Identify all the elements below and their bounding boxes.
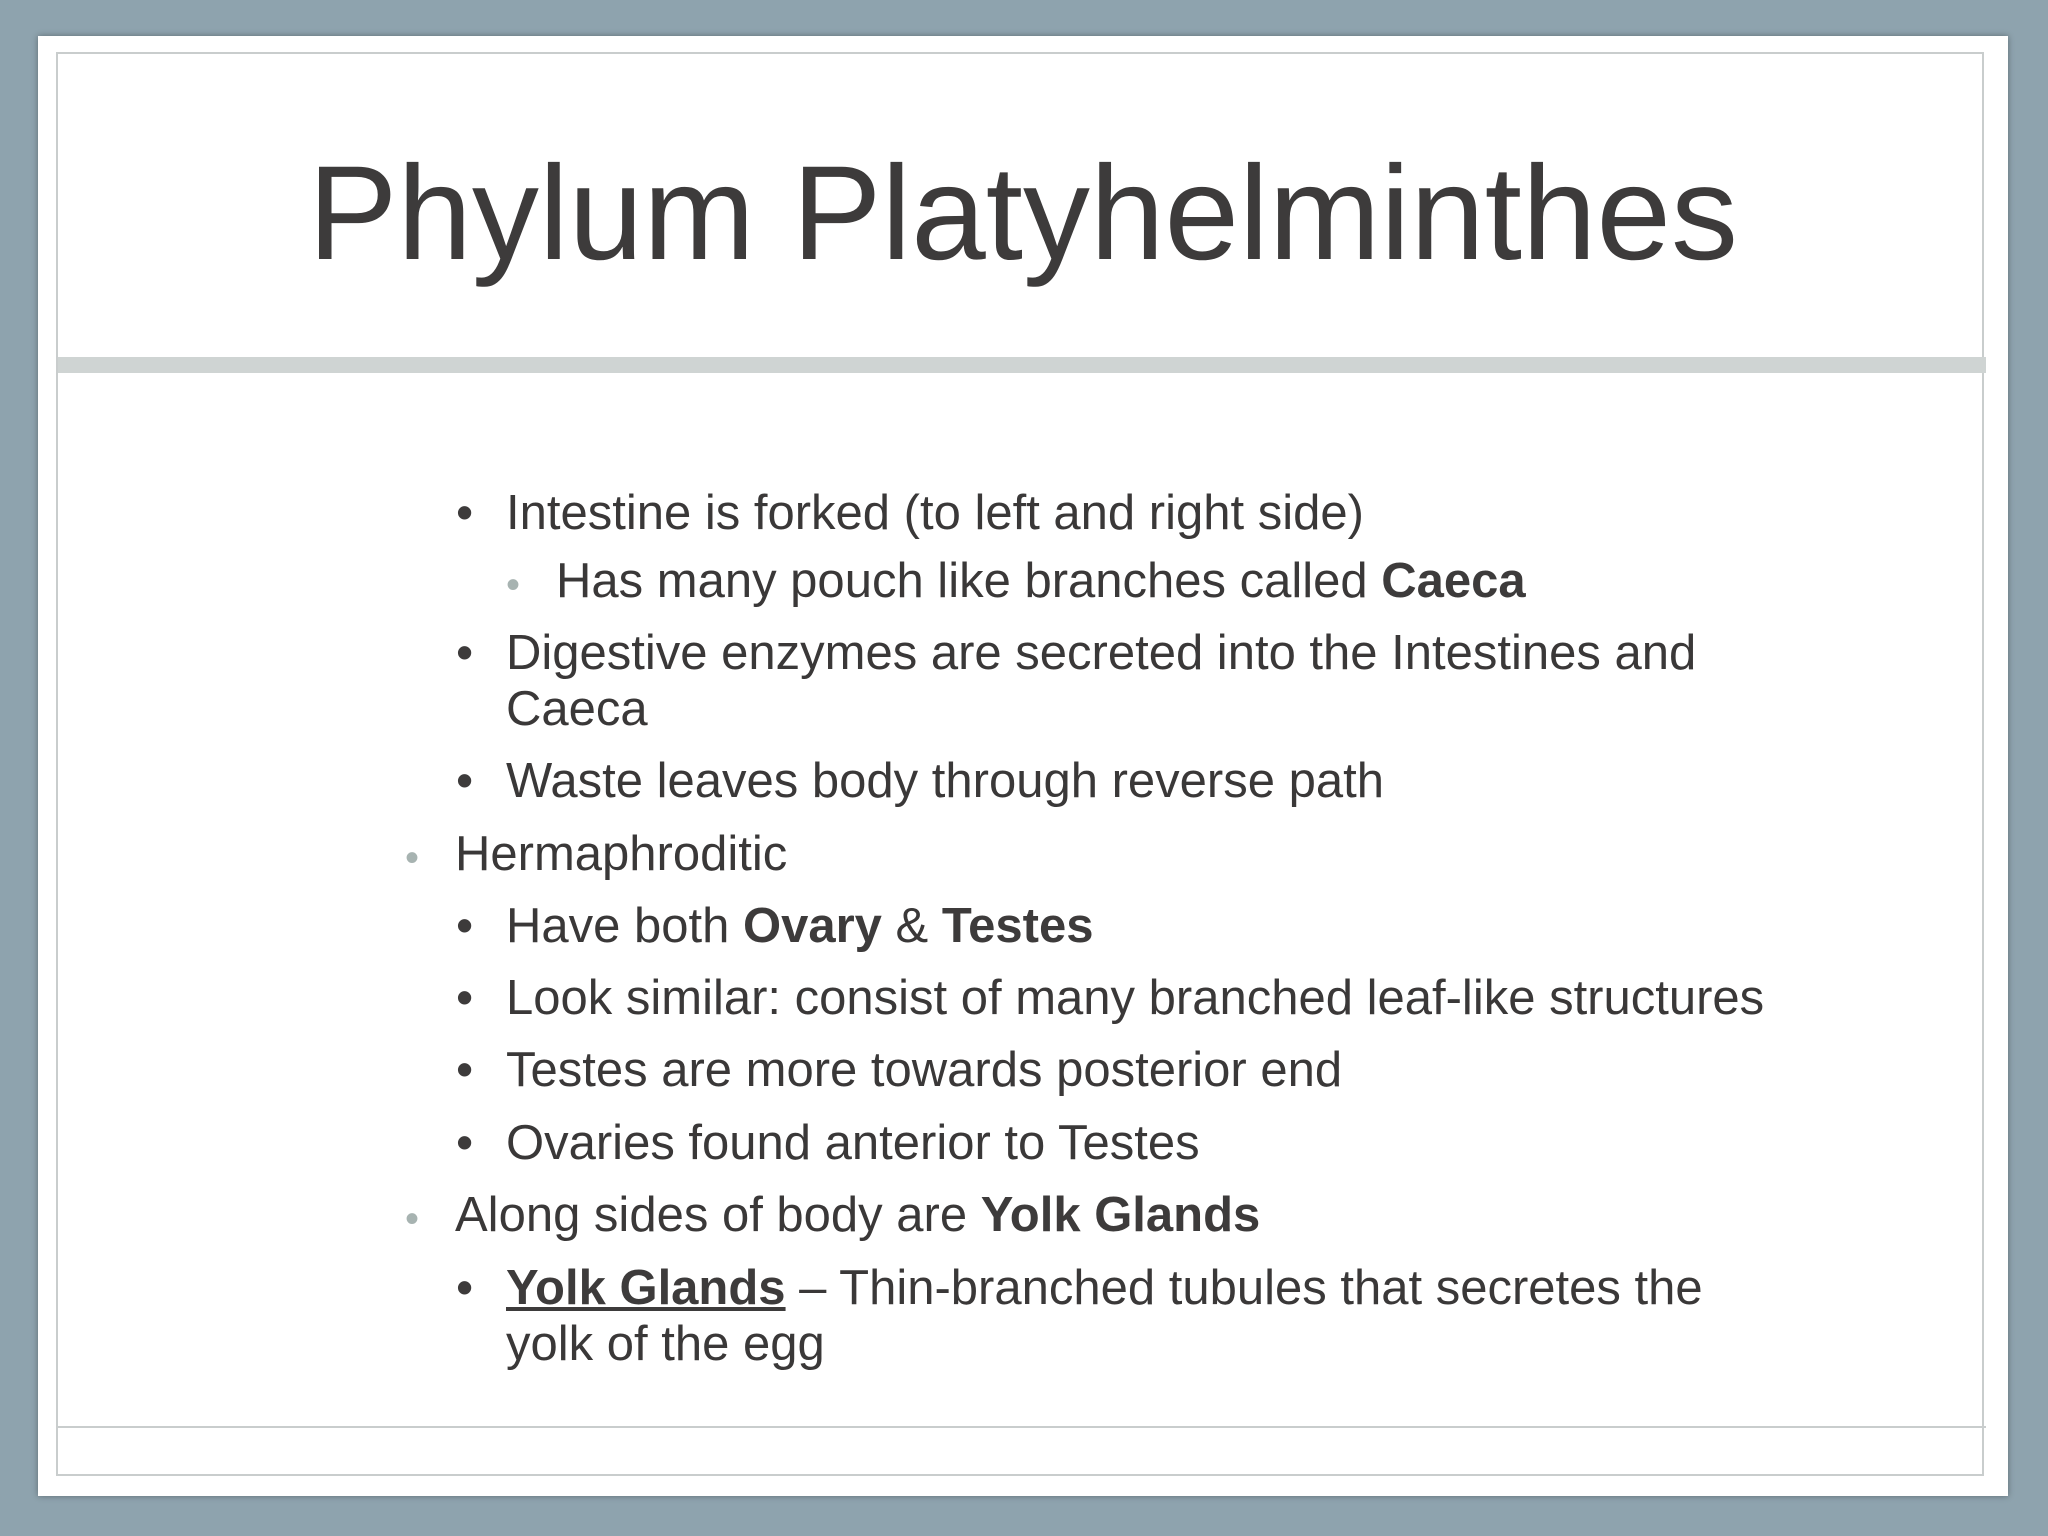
bullet-item [456,485,1364,541]
bullet-text-line: Digestive enzymes are secreted into the Intestines and [506,626,1697,680]
bold-term: Ovary [743,899,882,953]
bullet-text: Look similar: consist of many branched leaf-like structures [506,971,1765,1025]
bullet-text-line: Caeca [506,682,648,736]
bold-term: Caeca [1381,554,1526,608]
bullet-item [405,1187,1261,1243]
bullet-text: Testes are more towards posterior end [506,1043,1343,1097]
bullet-text-line: yolk of the egg [506,1317,825,1371]
sub-bullet-item [506,553,1526,609]
bullet-dot: • [456,1116,474,1170]
bullet-text: – Thin-branched tubules that secretes the [785,1261,1703,1315]
bullet-dot: • [456,486,474,540]
bullet-item [456,625,1697,737]
bold-term: Testes [941,899,1094,953]
bold-underlined-term: Yolk Glands [506,1261,786,1315]
bullet-dot: • [506,563,521,607]
bullet-text: Hermaphroditic [455,827,788,881]
bullet-item [456,1115,1200,1171]
bullet-text: Intestine is forked (to left and right side) [506,486,1364,540]
bullet-dot: • [456,1261,474,1315]
bullet-dot: • [456,626,474,680]
bold-term: Yolk Glands [980,1188,1261,1242]
bullet-dot: • [405,1197,420,1241]
bullet-item [456,1260,1703,1372]
bullet-text: & [881,899,942,953]
bullet-text-line [506,1260,1703,1316]
bullet-dot: • [456,971,474,1025]
bullet-dot: • [456,1043,474,1097]
bullet-text: Along sides of body are [455,1188,981,1242]
bullet-text: Waste leaves body through reverse path [506,754,1384,808]
bullet-item [456,898,1094,954]
slide-title: Phylum Platyhelminthes [308,139,1738,288]
bullet-dot: • [456,899,474,953]
bullet-dot: • [456,754,474,808]
bullet-text: Has many pouch like branches called [556,554,1382,608]
bullet-item [456,753,1384,809]
bullet-item [456,970,1765,1026]
bullet-text: Ovaries found anterior to Testes [506,1116,1200,1170]
bullet-text: Have both [506,899,743,953]
bullet-item [456,1042,1343,1098]
bullet-dot: • [405,836,420,880]
bullet-item [405,826,788,882]
